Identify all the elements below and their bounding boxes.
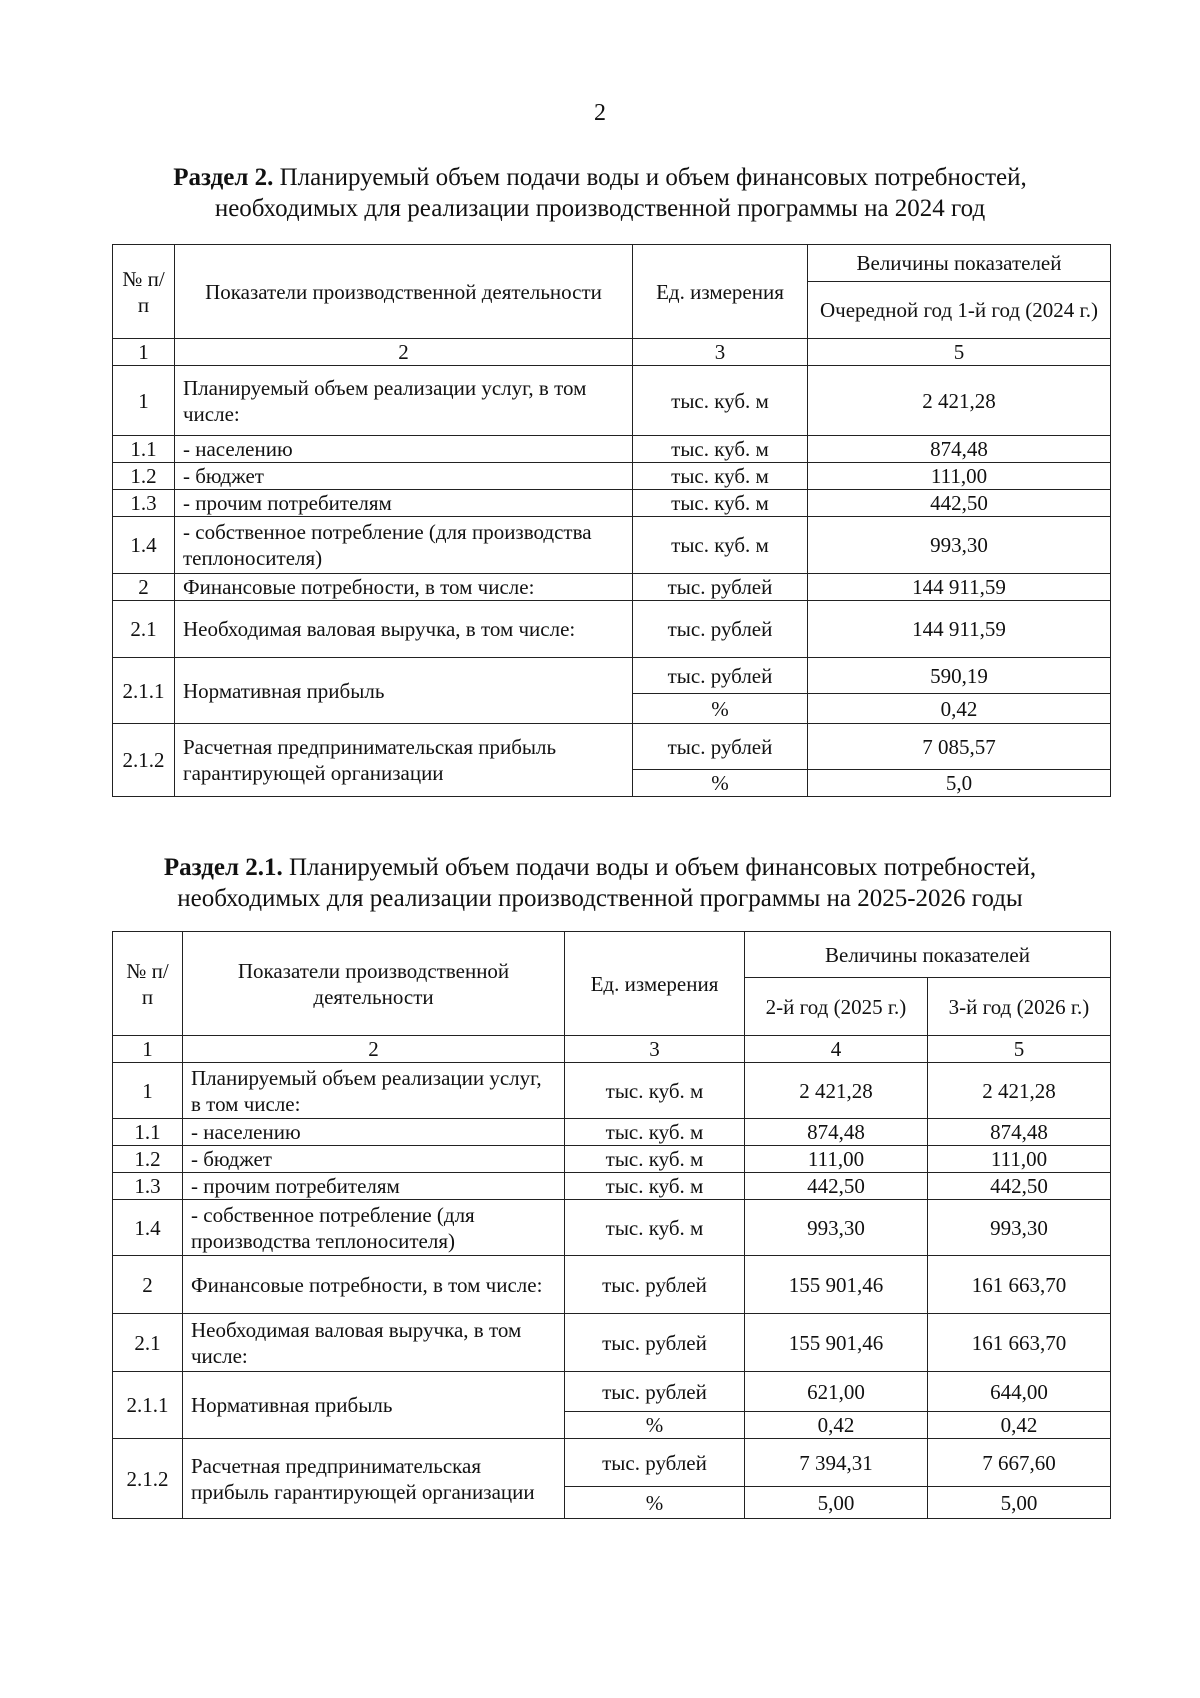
col-number: 5 xyxy=(928,1036,1111,1063)
row-value-2025: 2 421,28 xyxy=(745,1063,928,1119)
row-value: 111,00 xyxy=(808,463,1111,490)
table-row xyxy=(113,1063,1111,1119)
row-unit-percent: % xyxy=(633,694,808,724)
row-num: 1.3 xyxy=(113,490,175,517)
row-name: Необходимая валовая выручка, в том числе: xyxy=(183,1314,565,1372)
row-value-2025: 7 394,31 xyxy=(745,1439,928,1487)
row-unit: тыс. куб. м xyxy=(565,1063,745,1119)
table-row xyxy=(113,658,1111,694)
section-2-heading: Планируемый объем подачи воды и объем финансовых потребностей, необходимых для реализации производственной программы на 2024 год xyxy=(214,164,1027,222)
row-value-2025: 442,50 xyxy=(745,1173,928,1200)
row-name: - населению xyxy=(183,1119,565,1146)
row-value-percent: 0,42 xyxy=(808,694,1111,724)
row-unit: тыс. куб. м xyxy=(633,517,808,574)
table-row xyxy=(113,1146,1111,1173)
table-row xyxy=(113,601,1111,658)
row-num: 2.1 xyxy=(113,601,175,658)
row-name: Расчетная предпринимательская прибыль гарантирующей организации xyxy=(183,1439,565,1519)
row-value-2025: 874,48 xyxy=(745,1119,928,1146)
row-num: 1.2 xyxy=(113,1146,183,1173)
header-values: Величины показателей xyxy=(808,245,1111,282)
row-unit: тыс. рублей xyxy=(633,658,808,694)
row-num: 2.1.2 xyxy=(113,724,175,797)
table-2024 xyxy=(112,244,1111,797)
table-row xyxy=(113,1314,1111,1372)
row-value: 442,50 xyxy=(808,490,1111,517)
row-name: Планируемый объем реализации услуг, в том числе: xyxy=(175,366,633,436)
section-2-1-title xyxy=(100,852,1100,914)
row-value-percent: 5,0 xyxy=(808,770,1111,797)
row-value-2026-percent: 0,42 xyxy=(928,1412,1111,1439)
row-num: 1.1 xyxy=(113,436,175,463)
row-value: 993,30 xyxy=(808,517,1111,574)
row-num: 2.1 xyxy=(113,1314,183,1372)
row-name: - бюджет xyxy=(183,1146,565,1173)
row-value-2026: 993,30 xyxy=(928,1200,1111,1256)
header-unit: Ед. измерения xyxy=(565,932,745,1036)
row-name: Планируемый объем реализации услуг, в том числе: xyxy=(183,1063,565,1119)
row-unit: тыс. куб. м xyxy=(633,463,808,490)
col-number: 3 xyxy=(565,1036,745,1063)
row-unit: тыс. куб. м xyxy=(633,436,808,463)
col-number: 3 xyxy=(633,339,808,366)
row-unit-percent: % xyxy=(565,1487,745,1519)
row-value-2026: 442,50 xyxy=(928,1173,1111,1200)
row-num: 1 xyxy=(113,1063,183,1119)
table-row xyxy=(113,366,1111,436)
row-unit-percent: % xyxy=(633,770,808,797)
row-unit-percent: % xyxy=(565,1412,745,1439)
table-row xyxy=(113,490,1111,517)
row-value-2025-percent: 5,00 xyxy=(745,1487,928,1519)
row-num: 1.4 xyxy=(113,517,175,574)
row-value: 590,19 xyxy=(808,658,1111,694)
row-unit: тыс. рублей xyxy=(633,724,808,770)
row-name: - прочим потребителям xyxy=(183,1173,565,1200)
row-value-2026: 644,00 xyxy=(928,1372,1111,1412)
row-value-2025: 155 901,46 xyxy=(745,1314,928,1372)
row-value: 144 911,59 xyxy=(808,601,1111,658)
section-2-label: Раздел 2. xyxy=(173,164,274,191)
table-row xyxy=(113,1200,1111,1256)
row-unit: тыс. рублей xyxy=(565,1439,745,1487)
page-number: 2 xyxy=(594,100,606,126)
row-value: 144 911,59 xyxy=(808,574,1111,601)
row-unit: тыс. куб. м xyxy=(565,1200,745,1256)
header-values: Величины показателей xyxy=(745,932,1111,978)
row-name: Финансовые потребности, в том числе: xyxy=(183,1256,565,1314)
row-unit: тыс. рублей xyxy=(565,1256,745,1314)
row-unit: тыс. рублей xyxy=(633,574,808,601)
row-num: 1.1 xyxy=(113,1119,183,1146)
row-value: 874,48 xyxy=(808,436,1111,463)
row-num: 2.1.1 xyxy=(113,1372,183,1439)
row-value-2025: 621,00 xyxy=(745,1372,928,1412)
col-number: 4 xyxy=(745,1036,928,1063)
row-num: 2 xyxy=(113,574,175,601)
row-unit: тыс. куб. м xyxy=(565,1146,745,1173)
row-unit: тыс. рублей xyxy=(565,1372,745,1412)
row-value: 2 421,28 xyxy=(808,366,1111,436)
section-2-title xyxy=(100,162,1100,224)
row-unit: тыс. куб. м xyxy=(565,1119,745,1146)
row-name: Необходимая валовая выручка, в том числе: xyxy=(175,601,633,658)
row-unit: тыс. рублей xyxy=(565,1314,745,1372)
col-number: 2 xyxy=(183,1036,565,1063)
row-num: 2 xyxy=(113,1256,183,1314)
row-name: Расчетная предпринимательская прибыль гарантирующей организации xyxy=(175,724,633,797)
row-name: Финансовые потребности, в том числе: xyxy=(175,574,633,601)
row-value-2025-percent: 0,42 xyxy=(745,1412,928,1439)
row-num: 2.1.2 xyxy=(113,1439,183,1519)
table-row xyxy=(113,1439,1111,1487)
row-unit: тыс. куб. м xyxy=(565,1173,745,1200)
row-value-2025: 993,30 xyxy=(745,1200,928,1256)
row-name: - бюджет xyxy=(175,463,633,490)
row-name: Нормативная прибыль xyxy=(175,658,633,724)
header-year-2026: 3-й год (2026 г.) xyxy=(928,978,1111,1036)
section-2-1-label: Раздел 2.1. xyxy=(163,854,283,881)
table-row xyxy=(113,517,1111,574)
col-number: 1 xyxy=(113,339,175,366)
row-num: 1.4 xyxy=(113,1200,183,1256)
table-row xyxy=(113,1173,1111,1200)
row-name: Нормативная прибыль xyxy=(183,1372,565,1439)
col-number: 1 xyxy=(113,1036,183,1063)
row-unit: тыс. куб. м xyxy=(633,366,808,436)
row-value-2025: 155 901,46 xyxy=(745,1256,928,1314)
row-name: - собственное потребление (для производства теплоносителя) xyxy=(183,1200,565,1256)
row-name: - собственное потребление (для производства теплоносителя) xyxy=(175,517,633,574)
row-value: 7 085,57 xyxy=(808,724,1111,770)
row-value-2025: 111,00 xyxy=(745,1146,928,1173)
table-2025-2026 xyxy=(112,931,1111,1519)
header-indicator: Показатели производственной деятельности xyxy=(175,245,633,339)
table-row xyxy=(113,1119,1111,1146)
row-value-2026: 161 663,70 xyxy=(928,1256,1111,1314)
row-num: 1.2 xyxy=(113,463,175,490)
header-indicator: Показатели производственной деятельности xyxy=(183,932,565,1036)
section-2-1-heading: Планируемый объем подачи воды и объем финансовых потребностей, необходимых для реализации производственной программы на 2025-2026 годы xyxy=(177,854,1037,912)
header-year-2025: 2-й год (2025 г.) xyxy=(745,978,928,1036)
table-row xyxy=(113,1256,1111,1314)
col-number: 5 xyxy=(808,339,1111,366)
header-num: № п/п xyxy=(113,932,183,1036)
row-value-2026: 2 421,28 xyxy=(928,1063,1111,1119)
row-value-2026: 7 667,60 xyxy=(928,1439,1111,1487)
row-num: 2.1.1 xyxy=(113,658,175,724)
row-unit: тыс. куб. м xyxy=(633,490,808,517)
row-value-2026: 874,48 xyxy=(928,1119,1111,1146)
row-value-2026: 161 663,70 xyxy=(928,1314,1111,1372)
table-row xyxy=(113,574,1111,601)
row-name: - населению xyxy=(175,436,633,463)
table-row xyxy=(113,724,1111,770)
row-num: 1 xyxy=(113,366,175,436)
table-row xyxy=(113,1372,1111,1412)
row-value-2026-percent: 5,00 xyxy=(928,1487,1111,1519)
table-row xyxy=(113,436,1111,463)
col-number: 2 xyxy=(175,339,633,366)
row-value-2026: 111,00 xyxy=(928,1146,1111,1173)
header-num: № п/п xyxy=(113,245,175,339)
row-num: 1.3 xyxy=(113,1173,183,1200)
row-name: - прочим потребителям xyxy=(175,490,633,517)
row-unit: тыс. рублей xyxy=(633,601,808,658)
table-row xyxy=(113,463,1111,490)
header-unit: Ед. измерения xyxy=(633,245,808,339)
header-year-2024: Очередной год 1-й год (2024 г.) xyxy=(808,282,1111,339)
